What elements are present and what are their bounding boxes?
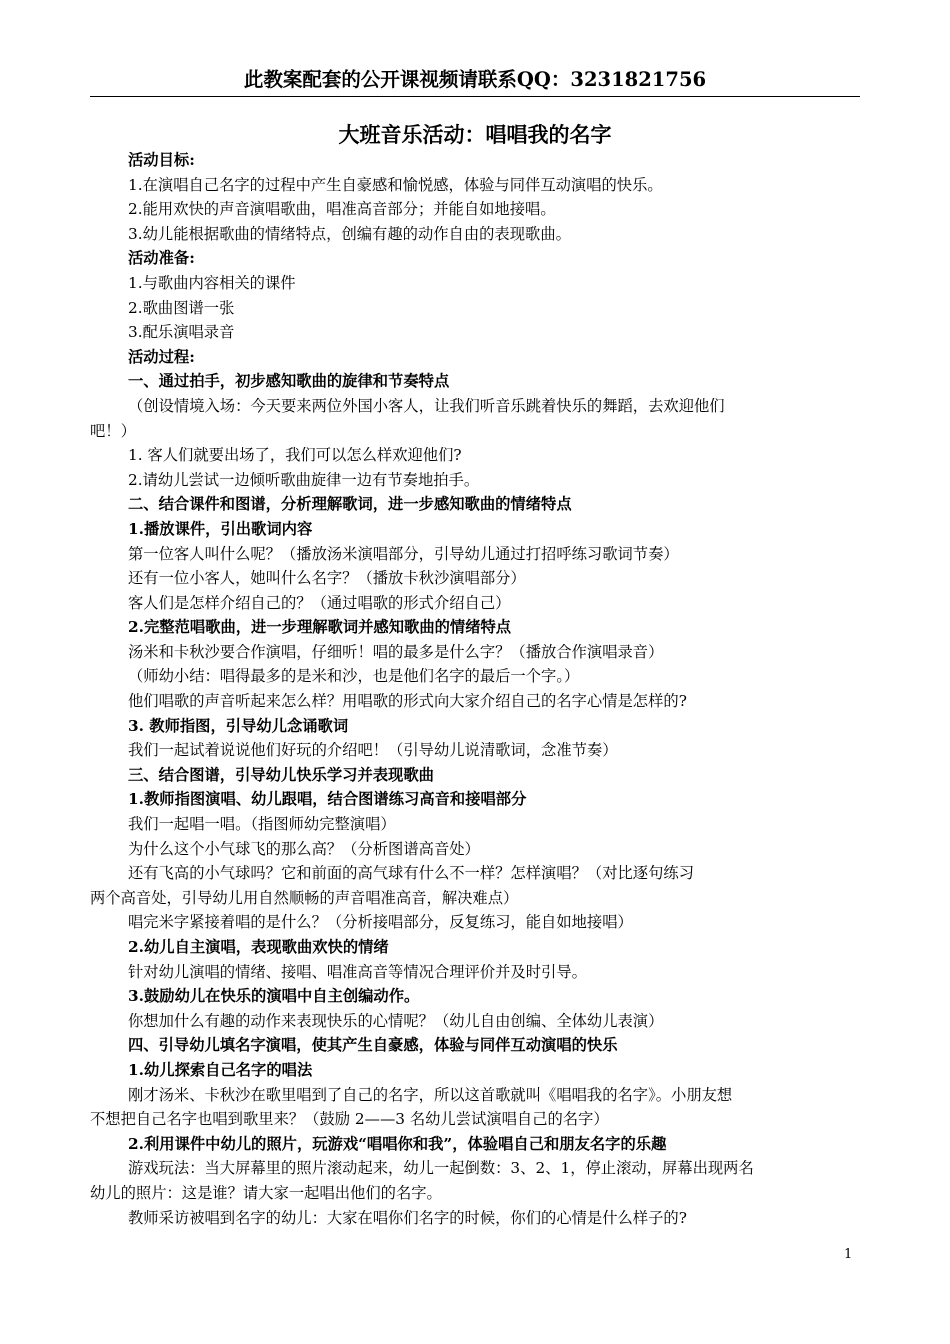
text-line: （创设情境入场：今天要来两位外国小客人，让我们听音乐跳着快乐的舞蹈，去欢迎他们 (128, 396, 725, 415)
text-line: 1.与歌曲内容相关的课件 (128, 273, 296, 292)
sub-heading: 3.鼓励幼儿在快乐的演唱中自主创编动作。 (128, 987, 420, 1006)
text-line: 他们唱歌的声音听起来怎么样？用唱歌的形式向大家介绍自己的名字心情是怎样的? (128, 692, 687, 711)
text-line: 还有飞高的小气球吗？它和前面的高气球有什么不一样？怎样演唱？（对比逐句练习 (128, 864, 694, 883)
text-line: 第一位客人叫什么呢？（播放汤米演唱部分，引导幼儿通过打招呼练习歌词节奏） (128, 544, 679, 563)
sub-heading: 3. 教师指图，引导幼儿念诵歌词 (128, 716, 349, 735)
sub-heading: 2.幼儿自主演唱，表现歌曲欢快的情绪 (128, 938, 389, 956)
section-heading: 活动目标: (128, 151, 195, 169)
text-line: 客人们是怎样介绍自己的？（通过唱歌的形式介绍自己） (128, 593, 511, 612)
section-heading: 活动准备: (128, 249, 195, 268)
text-line: 幼儿的照片：这是谁？请大家一起唱出他们的名字。 (90, 1183, 442, 1202)
text-line: 1. 客人们就要出场了，我们可以怎么样欢迎他们? (128, 446, 462, 465)
text-line: 唱完米字紧接着唱的是什么？（分析接唱部分，反复练习，能自如地接唱） (128, 913, 633, 932)
text-line: 你想加什么有趣的动作来表现快乐的心情呢？（幼儿自由创编、全体幼儿表演） (128, 1011, 664, 1030)
document-body (90, 148, 860, 1230)
text-line: 3.幼儿能根据歌曲的情绪特点，创编有趣的动作自由的表现歌曲。 (128, 224, 571, 243)
text-line: 2.歌曲图谱一张 (128, 298, 235, 317)
sub-heading: 1.播放课件，引出歌词内容 (128, 519, 313, 538)
text-line: 我们一起唱一唱。（指图师幼完整演唱） (128, 815, 396, 834)
text-line: 刚才汤米、卡秋沙在歌里唱到了自己的名字，所以这首歌就叫《唱唱我的名字》。小朋友想 (128, 1085, 733, 1104)
text-line: 我们一起试着说说他们好玩的介绍吧！（引导幼儿说清歌词，念准节奏） (128, 741, 618, 760)
sub-heading: 1.教师指图演唱、幼儿跟唱，结合图谱练习高音和接唱部分 (128, 790, 527, 809)
text-line: 针对幼儿演唱的情绪、接唱、唱准高音等情况合理评价并及时引导。 (128, 962, 587, 981)
page-title: 大班音乐活动：唱唱我的名字 (338, 122, 612, 147)
text-line: 2.能用欢快的声音演唱歌曲，唱准高音部分；并能自如地接唱。 (128, 200, 556, 219)
step-heading: 二、结合课件和图谱，分析理解歌词，进一步感知歌曲的情绪特点 (128, 495, 572, 514)
text-line: 吧！） (90, 421, 136, 440)
step-heading: 三、结合图谱，引导幼儿快乐学习并表现歌曲 (128, 765, 434, 784)
text-line: 游戏玩法：当大屏幕里的照片滚动起来，幼儿一起倒数：3、2、1，停止滚动，屏幕出现两名 (128, 1159, 754, 1178)
sub-heading: 2.完整范唱歌曲，进一步理解歌词并感知歌曲的情绪特点 (128, 618, 512, 637)
text-line: （师幼小结：唱得最多的是米和沙，也是他们名字的最后一个字。） (128, 667, 580, 686)
section-heading: 活动过程: (128, 347, 195, 366)
text-line: 2.请幼儿尝试一边倾听歌曲旋律一边有节奏地拍手。 (128, 470, 480, 489)
text-line: 教师采访被唱到名字的幼儿：大家在唱你们名字的时候，你们的心情是什么样子的? (128, 1208, 687, 1227)
page-number: 1 (844, 1247, 853, 1262)
text-line: 1.在演唱自己名字的过程中产生自豪感和愉悦感，体验与同伴互动演唱的快乐。 (128, 175, 663, 194)
sub-heading: 1.幼儿探索自己名字的唱法 (128, 1060, 313, 1079)
step-heading: 四、引导幼儿填名字演唱，使其产生自豪感，体验与同伴互动演唱的快乐 (128, 1036, 618, 1055)
step-heading: 一、通过拍手，初步感知歌曲的旋律和节奏特点 (128, 372, 450, 391)
text-line: 汤米和卡秋沙要合作演唱，仔细听！唱的最多是什么字？（播放合作演唱录音） (128, 642, 664, 661)
text-line: 为什么这个小气球飞的那么高？（分析图谱高音处） (128, 839, 480, 858)
text-line: 不想把自己名字也唱到歌里来？（鼓励 2——3 名幼儿尝试演唱自己的名字） (90, 1110, 609, 1129)
sub-heading: 2.利用课件中幼儿的照片，玩游戏“唱唱你和我”，体验唱自己和朋友名字的乐趣 (128, 1134, 667, 1153)
text-line: 两个高音处，引导幼儿用自然顺畅的声音唱准高音，解决难点） (90, 888, 519, 907)
page-header: 此教案配套的公开课视频请联系QQ：3231821756 (90, 64, 860, 97)
text-line: 还有一位小客人，她叫什么名字？（播放卡秋沙演唱部分） (128, 569, 526, 588)
text-line: 3.配乐演唱录音 (128, 323, 235, 342)
